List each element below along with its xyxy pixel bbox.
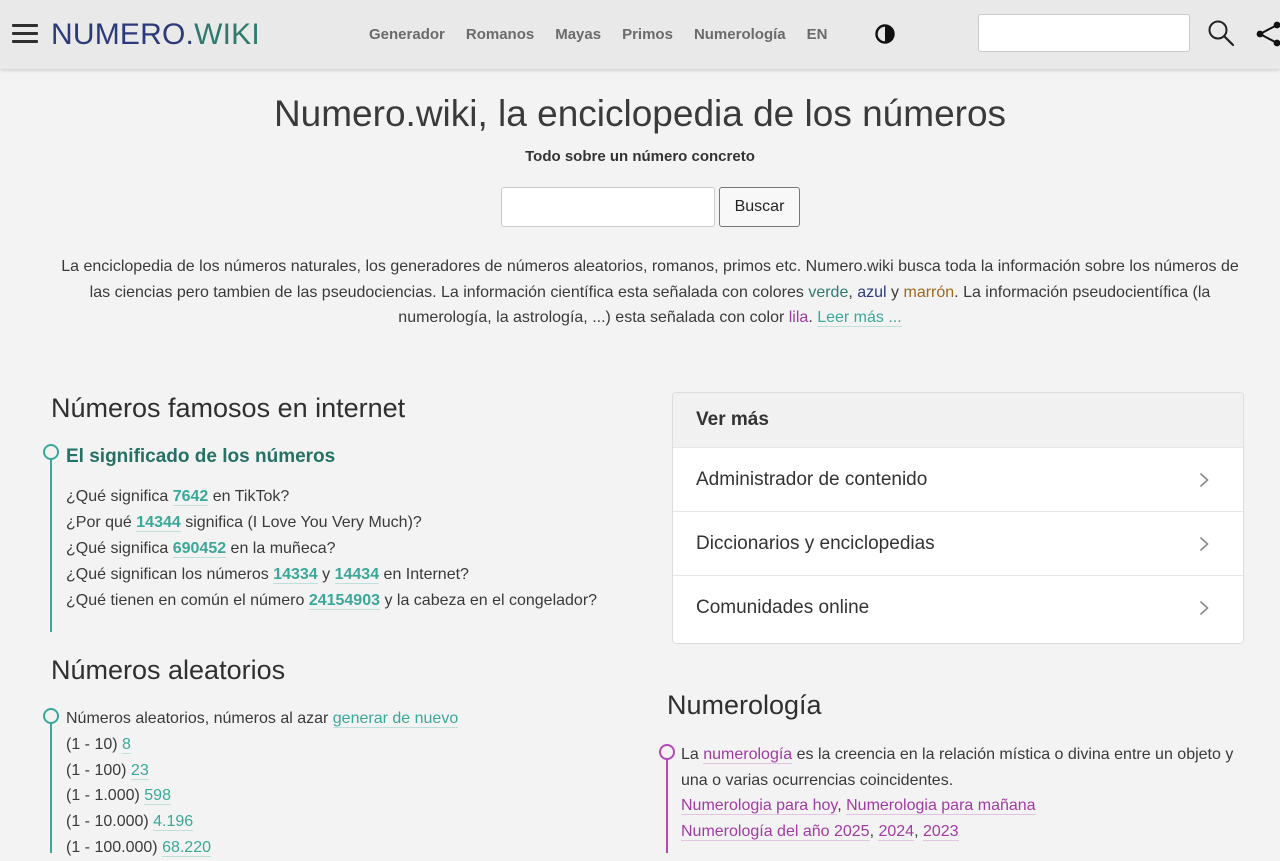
timeline-dot <box>43 444 59 460</box>
random-row <box>66 809 458 835</box>
numerology-year-2023-link[interactable]: 2023 <box>922 822 959 840</box>
item-text: y <box>317 566 335 583</box>
see-more-item-dictionaries[interactable] <box>673 511 1243 575</box>
nav-numerologia[interactable]: Numerología <box>693 25 786 43</box>
nav-generador[interactable]: Generador <box>369 25 445 43</box>
random-row <box>66 835 458 861</box>
see-more-item-content-admin[interactable] <box>673 447 1243 511</box>
numerology-years-row <box>681 819 1241 845</box>
random-intro-text: Números aleatorios, números al azar <box>66 710 333 727</box>
item-text: ¿Qué tienen en común el número <box>66 592 309 609</box>
menu-icon[interactable] <box>12 24 38 44</box>
see-more-item-label: Comunidades online <box>696 596 870 618</box>
list-item <box>66 588 597 614</box>
color-label-lila: lila <box>788 309 809 326</box>
numerology-today-link[interactable]: Numerologia para hoy <box>681 797 838 815</box>
nav-language-en[interactable]: EN <box>806 25 828 43</box>
search-button[interactable]: Buscar <box>719 187 800 227</box>
item-text: en la muñeca? <box>226 540 336 557</box>
intro-sep-2: y <box>886 283 904 301</box>
separator: , <box>837 797 847 815</box>
item-text: en TikTok? <box>208 488 290 505</box>
list-item <box>66 562 597 588</box>
separator: , <box>869 822 879 840</box>
random-intro <box>66 706 458 732</box>
main-nav <box>369 24 848 44</box>
logo-part-numero: NUMERO. <box>51 18 195 51</box>
item-text: significa (I Love You Very Much)? <box>180 514 422 531</box>
intro-sep-1: , <box>848 283 858 301</box>
famous-timeline <box>50 452 52 632</box>
number-search-input[interactable] <box>501 187 715 227</box>
number-link[interactable]: 24154903 <box>308 592 380 609</box>
numerology-title: Numerología <box>667 690 822 720</box>
chevron-right-icon <box>1199 472 1209 488</box>
timeline-dot <box>43 708 59 724</box>
see-more-item-label: Administrador de contenido <box>696 468 928 490</box>
page-title: Numero.wiki, la enciclopedia de los números <box>273 93 1007 134</box>
number-link[interactable]: 14434 <box>334 566 380 583</box>
color-label-marron: marrón <box>903 283 955 301</box>
number-link[interactable]: 690452 <box>172 540 227 557</box>
random-row <box>66 758 458 784</box>
item-text: ¿Qué significan los números <box>66 566 274 583</box>
numerology-text: La <box>681 746 704 763</box>
random-range: (1 - 10) <box>66 735 123 753</box>
intro-text-1: La enciclopedia de los números naturales, los generadores de números aleatorios, romanos, primos etc. Numero.wiki busca toda la información sobre los números de las ciencias pero tambien de las pseudociencias. La información científica esta señalada con colores <box>61 258 1239 301</box>
item-text: ¿Qué significa <box>66 488 173 505</box>
random-value[interactable]: 4.196 <box>153 813 194 831</box>
random-numbers-title: Números aleatorios <box>51 655 286 685</box>
see-more-box <box>672 392 1244 644</box>
random-row <box>66 732 458 758</box>
famous-numbers-title: Números famosos en internet <box>51 393 406 423</box>
number-link[interactable]: 7642 <box>172 488 209 505</box>
regenerate-link[interactable]: generar de nuevo <box>332 710 459 727</box>
search-icon[interactable] <box>1207 19 1235 47</box>
page-subtitle: Todo sobre un número concreto <box>525 148 755 165</box>
random-range: (1 - 10.000) <box>66 813 154 831</box>
nav-romanos[interactable]: Romanos <box>465 25 535 43</box>
item-text: y la cabeza en el congelador? <box>380 592 598 609</box>
leer-mas-link[interactable]: Leer más ... <box>817 309 902 326</box>
share-icon[interactable] <box>1255 21 1280 47</box>
see-more-item-label: Diccionarios y enciclopedias <box>696 532 935 554</box>
logo-part-wiki: WIKI <box>194 18 260 51</box>
nav-primos[interactable]: Primos <box>622 25 673 43</box>
number-link[interactable]: 14344 <box>136 514 181 531</box>
item-text: ¿Qué significa <box>66 540 173 557</box>
numerology-tomorrow-link[interactable]: Numerologia para mañana <box>846 797 1036 815</box>
intro-text-2: . La información pseudocientífica (la numerología, la astrología, ...) esta señalada con color <box>398 283 1211 326</box>
contrast-icon[interactable] <box>875 24 895 44</box>
list-item <box>66 536 597 562</box>
intro-sep-3: . <box>808 309 818 326</box>
item-text: ¿Por qué <box>66 514 137 531</box>
item-text: en Internet? <box>379 566 469 583</box>
random-value[interactable]: 68.220 <box>162 838 211 856</box>
color-label-verde: verde <box>808 283 849 301</box>
meaning-of-numbers-heading: El significado de los números <box>66 446 336 467</box>
numerology-block <box>681 742 1241 844</box>
nav-mayas[interactable]: Mayas <box>555 25 602 43</box>
list-item <box>66 510 597 536</box>
random-value[interactable]: 23 <box>130 761 149 779</box>
numerology-intro <box>681 742 1241 793</box>
color-label-azul: azul <box>857 283 887 301</box>
random-timeline <box>50 716 52 853</box>
numerology-text: es la creencia en la relación mística o divina entre un objeto y una o varias ocurrencias coincidentes. <box>681 746 1234 789</box>
see-more-item-communities[interactable] <box>673 575 1243 639</box>
random-numbers-block <box>66 706 458 861</box>
separator: , <box>914 822 923 840</box>
random-value[interactable]: 598 <box>144 787 171 805</box>
site-logo[interactable] <box>51 18 260 52</box>
chevron-right-icon <box>1199 536 1209 552</box>
random-row <box>66 783 458 809</box>
random-range: (1 - 100) <box>66 761 131 779</box>
numerology-timeline <box>666 752 668 853</box>
chevron-right-icon <box>1199 600 1209 616</box>
random-range: (1 - 1.000) <box>66 787 145 805</box>
numerology-year-2024-link[interactable]: 2024 <box>878 822 915 840</box>
see-more-title: Ver más <box>673 393 1243 447</box>
numerology-link[interactable]: numerología <box>703 746 793 763</box>
numerology-links-row <box>681 793 1241 819</box>
number-link[interactable]: 14334 <box>273 566 318 583</box>
timeline-dot <box>659 744 675 760</box>
header-search-input[interactable] <box>978 14 1190 52</box>
famous-numbers-list <box>66 484 597 614</box>
intro-paragraph <box>60 254 1240 331</box>
numerology-year-2025-link[interactable]: Numerología del año 2025 <box>681 822 870 840</box>
top-bar <box>0 0 1280 69</box>
random-value[interactable]: 8 <box>122 735 131 753</box>
random-range: (1 - 100.000) <box>66 838 163 856</box>
list-item <box>66 484 597 510</box>
